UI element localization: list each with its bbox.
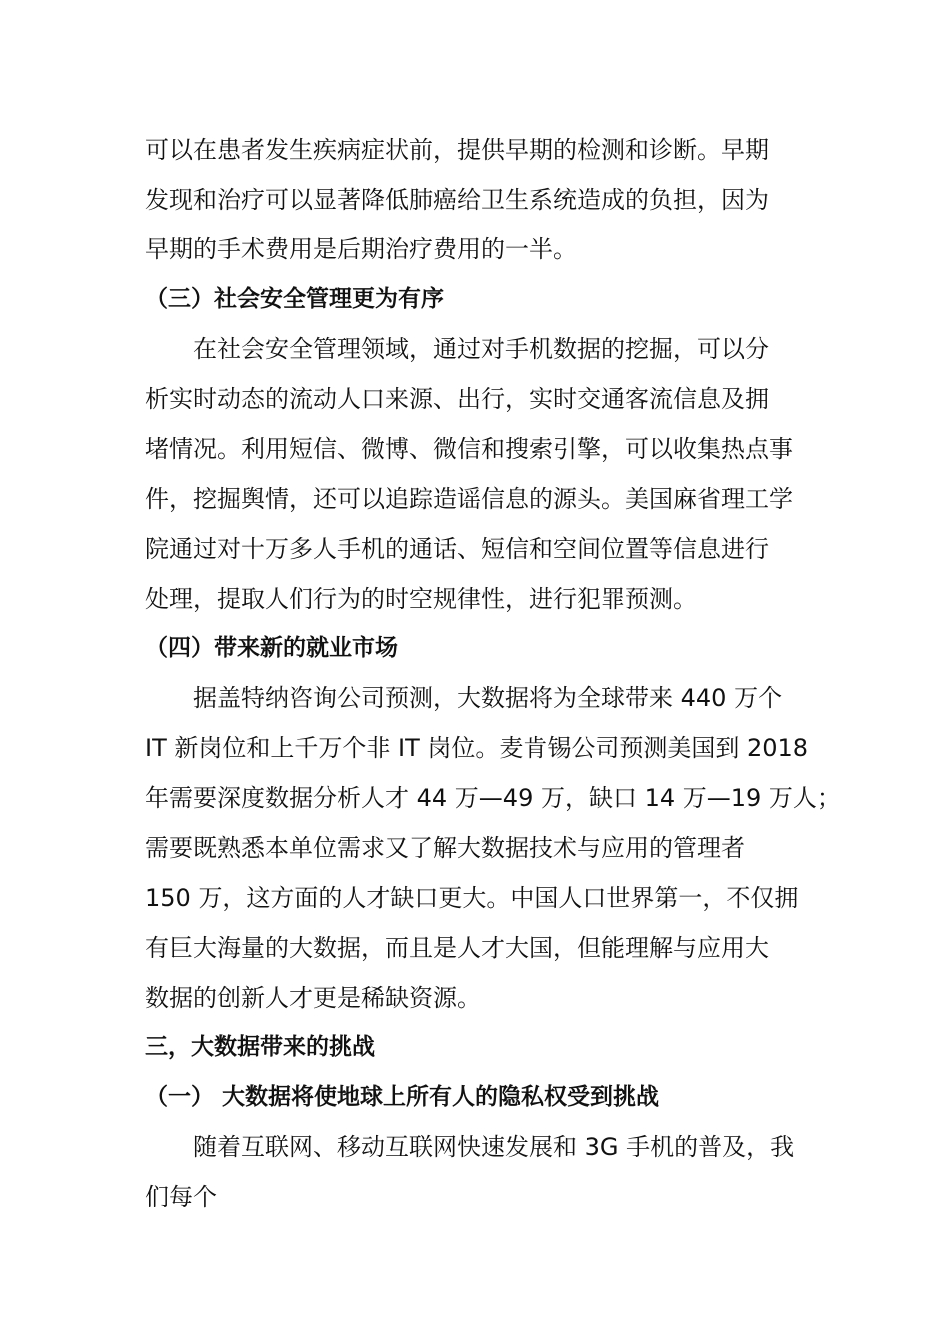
text-line: 150 万，这方面的人才缺口更大。中国人口世界第一，不仅拥 bbox=[145, 884, 799, 912]
text-line: 处理，提取人们行为的时空规律性，进行犯罪预测。 bbox=[145, 585, 697, 613]
text-line: 随着互联网、移动互联网快速发展和 3G 手机的普及，我 bbox=[193, 1133, 795, 1161]
chapter-heading: 三，大数据带来的挑战 bbox=[145, 1034, 375, 1060]
text-line: 需要既熟悉本单位需求又了解大数据技术与应用的管理者 bbox=[145, 834, 745, 862]
text-line: 在社会安全管理领域，通过对手机数据的挖掘，可以分 bbox=[193, 335, 769, 363]
text-line: 有巨大海量的大数据，而且是人才大国，但能理解与应用大 bbox=[145, 934, 769, 962]
text-line: 年需要深度数据分析人才 44 万—49 万，缺口 14 万—19 万人； bbox=[145, 784, 841, 812]
text-line: 院通过对十万多人手机的通话、短信和空间位置等信息进行 bbox=[145, 535, 769, 563]
text-line: 发现和治疗可以显著降低肺癌给卫生系统造成的负担，因为 bbox=[145, 186, 769, 214]
text-line: 件，挖掘舆情，还可以追踪造谣信息的源头。美国麻省理工学 bbox=[145, 485, 793, 513]
text-line: 们每个 bbox=[145, 1183, 217, 1211]
text-line: 堵情况。利用短信、微博、微信和搜索引擎，可以收集热点事 bbox=[145, 435, 793, 463]
section-heading: （三）社会安全管理更为有序 bbox=[145, 286, 444, 312]
text-line: IT 新岗位和上千万个非 IT 岗位。麦肯锡公司预测美国到 2018 bbox=[145, 734, 809, 762]
text-line: 数据的创新人才更是稀缺资源。 bbox=[145, 984, 481, 1012]
section-heading: （一） 大数据将使地球上所有人的隐私权受到挑战 bbox=[145, 1084, 660, 1110]
text-line: 析实时动态的流动人口来源、出行，实时交通客流信息及拥 bbox=[145, 385, 769, 413]
text-line: 据盖特纳咨询公司预测，大数据将为全球带来 440 万个 bbox=[193, 684, 783, 712]
text-line: 早期的手术费用是后期治疗费用的一半。 bbox=[145, 235, 577, 263]
text-line: 可以在患者发生疾病症状前，提供早期的检测和诊断。早期 bbox=[145, 136, 769, 164]
section-heading: （四）带来新的就业市场 bbox=[145, 635, 398, 661]
